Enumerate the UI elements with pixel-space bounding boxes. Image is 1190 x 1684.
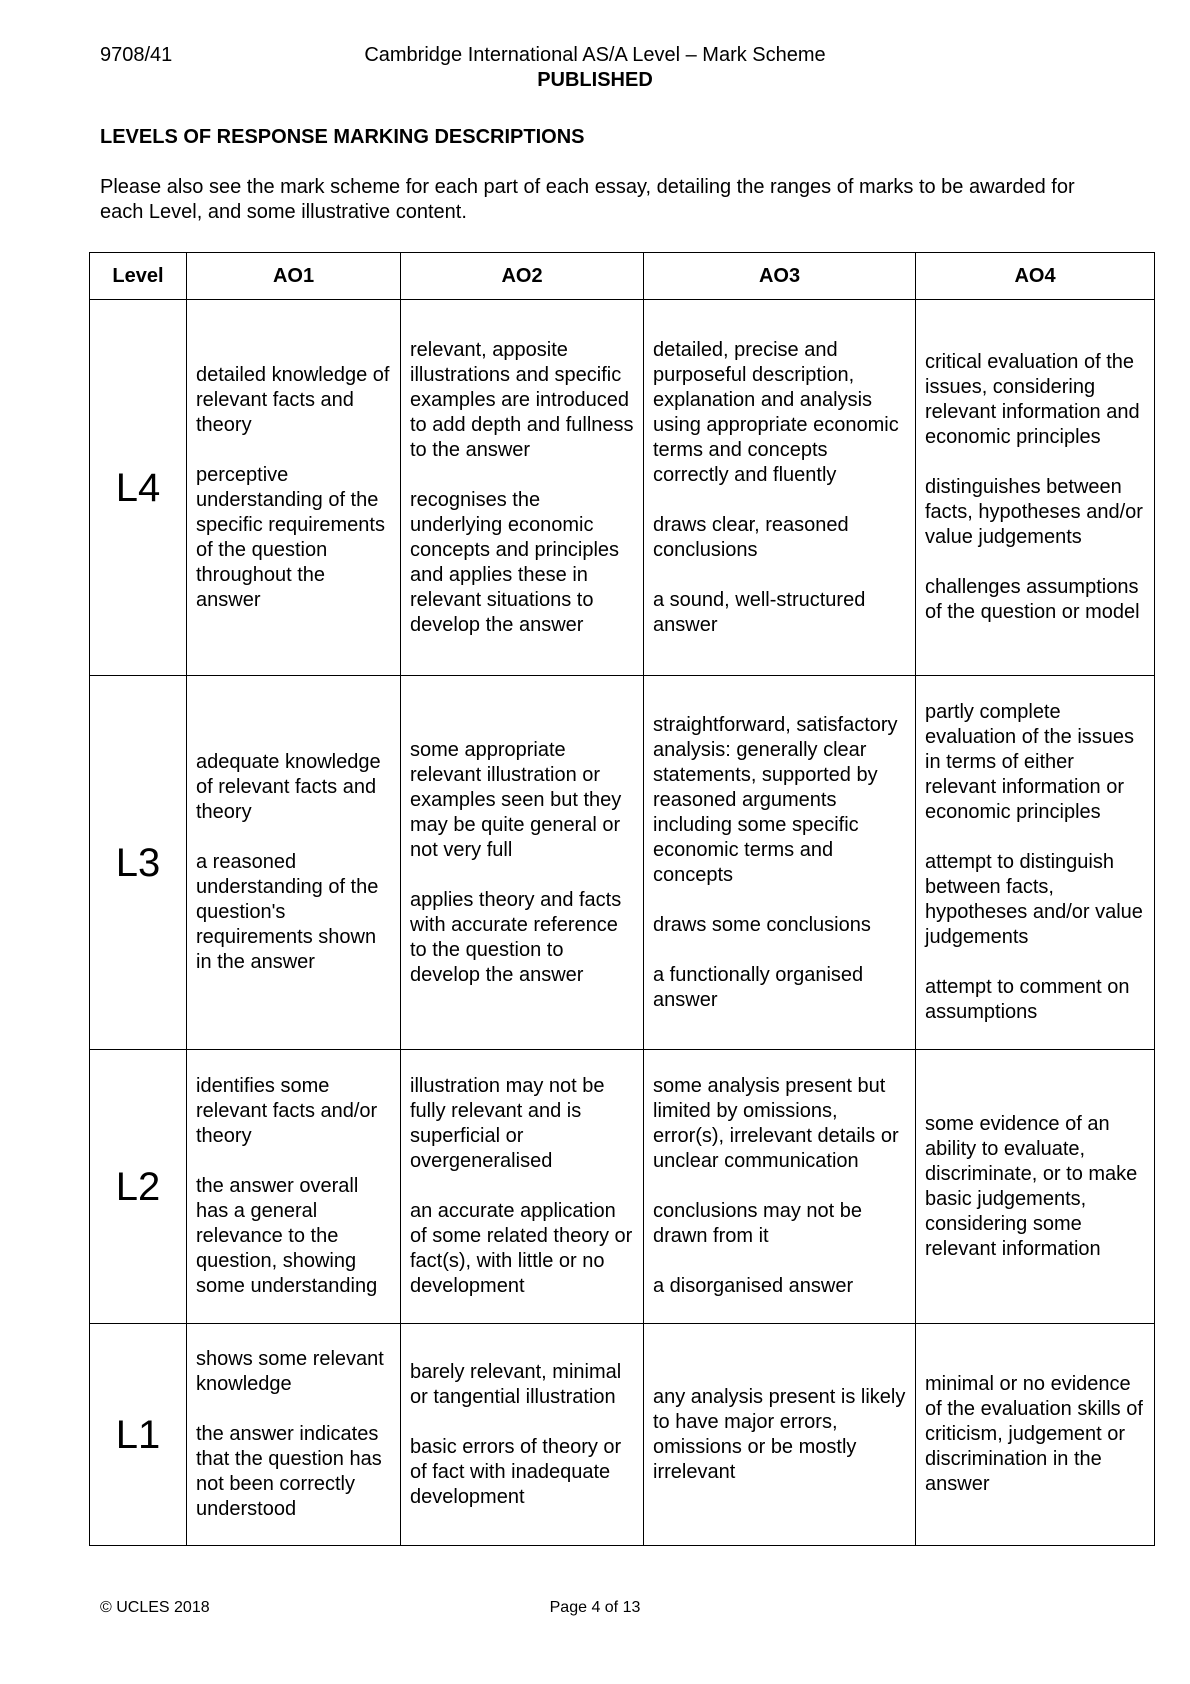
descriptor-text: attempt to distinguish between facts, hypotheses and/or value judgements — [925, 851, 1143, 948]
ao1-cell — [187, 676, 401, 1050]
descriptor-text: illustration may not be fully relevant and is superficial or overgeneralised — [410, 1075, 605, 1172]
table-row — [90, 1324, 1155, 1546]
table-row — [90, 1050, 1155, 1324]
descriptor-text: a disorganised answer — [653, 1275, 854, 1297]
ao2-cell — [401, 300, 644, 676]
document-code: 9708/41 — [100, 44, 173, 66]
descriptor-text: an accurate application of some related theory or fact(s), with little or no development — [410, 1200, 633, 1297]
descriptor-text: critical evaluation of the issues, considering relevant information and economic principles — [925, 351, 1140, 448]
descriptor-text: some evidence of an ability to evaluate, discriminate, or to make basic judgements, considering some relevant information — [925, 1112, 1138, 1260]
ao3-cell — [644, 676, 916, 1050]
header-ao2: AO2 — [401, 253, 644, 300]
descriptor-text: relevant, apposite illustrations and specific examples are introduced to add depth and fullness to the answer — [410, 338, 634, 461]
descriptor-text: partly complete evaluation of the issues in terms of either relevant information or economic principles — [925, 701, 1135, 823]
ao1-cell — [187, 1050, 401, 1324]
descriptor-text: adequate knowledge of relevant facts and theory — [196, 751, 381, 823]
ao2-cell — [401, 676, 644, 1050]
descriptor-text: minimal or no evidence of the evaluation skills of criticism, judgement or discrimination in the answer — [925, 1373, 1143, 1495]
descriptor-text: detailed, precise and purposeful description, explanation and analysis using appropriate economic terms and concepts correctly and fluently — [653, 338, 899, 486]
descriptor-text: perceptive understanding of the specific requirements of the question throughout the answer — [196, 463, 385, 611]
table-header-row — [90, 253, 1155, 300]
descriptor-text: draws clear, reasoned conclusions — [653, 513, 849, 561]
descriptor-text: the answer overall has a general relevance to the question, showing some understanding — [196, 1175, 378, 1297]
ao3-cell — [644, 1050, 916, 1324]
table-row — [90, 300, 1155, 676]
ao4-cell — [916, 300, 1155, 676]
level-label: L1 — [90, 1324, 187, 1546]
section-title: LEVELS OF RESPONSE MARKING DESCRIPTIONS — [100, 126, 585, 148]
descriptor-text: some analysis present but limited by omissions, error(s), irrelevant details or unclear communication — [653, 1075, 899, 1172]
header-ao1: AO1 — [187, 253, 401, 300]
descriptor-text: applies theory and facts with accurate reference to the question to develop the answer — [410, 888, 622, 986]
intro-paragraph: Please also see the mark scheme for each part of each essay, detailing the ranges of marks to be awarded for each Level, and some illustrative content. — [100, 176, 1075, 223]
ao3-cell — [644, 1324, 916, 1546]
ao2-cell — [401, 1324, 644, 1546]
descriptor-text: attempt to comment on assumptions — [925, 976, 1130, 1023]
descriptor-text: conclusions may not be drawn from it — [653, 1200, 863, 1247]
header-ao4: AO4 — [916, 253, 1155, 300]
ao4-cell — [916, 1324, 1155, 1546]
ao1-cell — [187, 1324, 401, 1546]
descriptor-text: the answer indicates that the question has not been correctly understood — [196, 1423, 382, 1520]
descriptor-text: challenges assumptions of the question or model — [925, 576, 1140, 623]
ao1-cell — [187, 300, 401, 676]
descriptor-text: identifies some relevant facts and/or theory — [196, 1075, 378, 1147]
descriptor-text: a sound, well-structured answer — [653, 588, 866, 636]
level-label: L3 — [90, 676, 187, 1050]
descriptor-text: some appropriate relevant illustration or examples seen but they may be quite general or not very full — [410, 738, 622, 861]
ao3-cell — [644, 300, 916, 676]
table-row — [90, 676, 1155, 1050]
descriptor-text: distinguishes between facts, hypotheses and/or value judgements — [925, 476, 1143, 548]
ao4-cell — [916, 1050, 1155, 1324]
ao2-cell — [401, 1050, 644, 1324]
header-ao3: AO3 — [644, 253, 916, 300]
descriptor-text: any analysis present is likely to have major errors, omissions or be mostly irrelevant — [653, 1385, 906, 1483]
descriptor-text: straightforward, satisfactory analysis: generally clear statements, supported by reasoned arguments including some specific economic terms and concepts — [653, 713, 898, 886]
copyright-notice: © UCLES 2018 — [100, 1599, 210, 1616]
descriptor-text: detailed knowledge of relevant facts and theory — [196, 363, 390, 436]
levels-table — [89, 252, 1155, 1546]
document-status: PUBLISHED — [537, 69, 653, 91]
descriptor-text: a reasoned understanding of the question's requirements shown in the answer — [196, 851, 379, 973]
ao4-cell — [916, 676, 1155, 1050]
page-number: Page 4 of 13 — [549, 1599, 641, 1616]
document-title: Cambridge International AS/A Level – Mark Scheme — [364, 44, 826, 66]
descriptor-text: barely relevant, minimal or tangential illustration — [410, 1360, 622, 1408]
descriptor-text: basic errors of theory or of fact with inadequate development — [410, 1435, 622, 1508]
level-label: L2 — [90, 1050, 187, 1324]
header-level: Level — [90, 253, 187, 300]
descriptor-text: shows some relevant knowledge — [196, 1348, 384, 1395]
level-label: L4 — [90, 300, 187, 676]
descriptor-text: recognises the underlying economic concepts and principles and applies these in relevant situations to develop the answer — [410, 488, 620, 636]
descriptor-text: a functionally organised answer — [653, 963, 864, 1011]
descriptor-text: draws some conclusions — [653, 913, 871, 936]
